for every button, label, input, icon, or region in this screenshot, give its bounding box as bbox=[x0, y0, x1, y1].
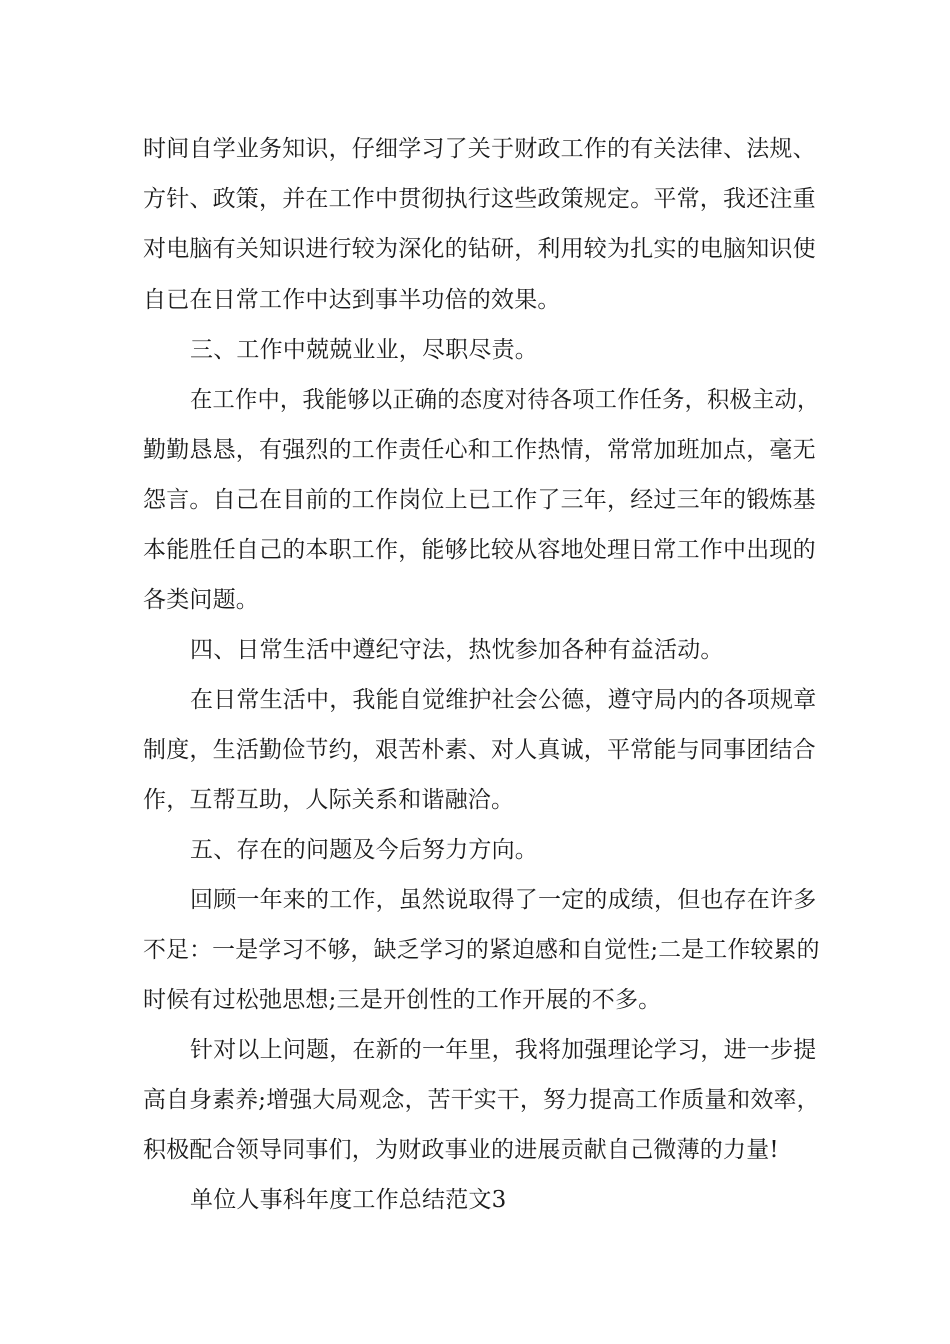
body-text-line: 时候有过松弛思想;三是开创性的工作开展的不多。 bbox=[143, 987, 662, 1013]
body-text-line: 针对以上问题，在新的一年里，我将加强理论学习，进一步提 bbox=[190, 1037, 817, 1063]
body-text-line: 不足：一是学习不够，缺乏学习的紧迫感和自觉性;二是工作较累的 bbox=[143, 937, 820, 963]
body-text-line: 在日常生活中，我能自觉维护社会公德，遵守局内的各项规章 bbox=[190, 687, 817, 713]
body-text-line: 高自身素养;增强大局观念，苦干实干，努力提高工作质量和效率， bbox=[143, 1087, 820, 1113]
body-text-line: 自已在日常工作中达到事半功倍的效果。 bbox=[143, 287, 561, 313]
document-title: 单位人事科年度工作总结范文3 bbox=[190, 1187, 507, 1213]
body-text-line: 在工作中，我能够以正确的态度对待各项工作任务，积极主动， bbox=[190, 387, 820, 413]
body-text-line: 方针、政策，并在工作中贯彻执行这些政策规定。平常，我还注重 bbox=[143, 186, 816, 212]
body-text-line: 勤勤恳恳，有强烈的工作责任心和工作热情，常常加班加点，毫无 bbox=[143, 437, 816, 463]
section-heading: 五、存在的问题及今后努力方向。 bbox=[190, 837, 538, 863]
section-heading: 三、工作中兢兢业业，尽职尽责。 bbox=[190, 337, 538, 363]
body-text-line: 时间自学业务知识，仔细学习了关于财政工作的有关法律、法规、 bbox=[143, 136, 816, 162]
body-text-line: 积极配合领导同事们，为财政事业的进展贡献自己微薄的力量! bbox=[143, 1137, 779, 1163]
body-text-line: 制度，生活勤俭节约，艰苦朴素、对人真诚，平常能与同事团结合 bbox=[143, 737, 816, 763]
body-text-line: 回顾一年来的工作，虽然说取得了一定的成绩，但也存在许多 bbox=[190, 887, 817, 913]
body-text-line: 对电脑有关知识进行较为深化的钻研，利用较为扎实的电脑知识使 bbox=[143, 236, 816, 262]
section-heading: 四、日常生活中遵纪守法，热忱参加各种有益活动。 bbox=[190, 637, 724, 663]
body-text-line: 怨言。自己在目前的工作岗位上已工作了三年，经过三年的锻炼基 bbox=[143, 487, 816, 513]
body-text-line: 各类问题。 bbox=[143, 587, 259, 613]
body-text-line: 作，互帮互助，人际关系和谐融洽。 bbox=[143, 787, 515, 813]
body-text-line: 本能胜任自己的本职工作，能够比较从容地处理日常工作中出现的 bbox=[143, 537, 816, 563]
